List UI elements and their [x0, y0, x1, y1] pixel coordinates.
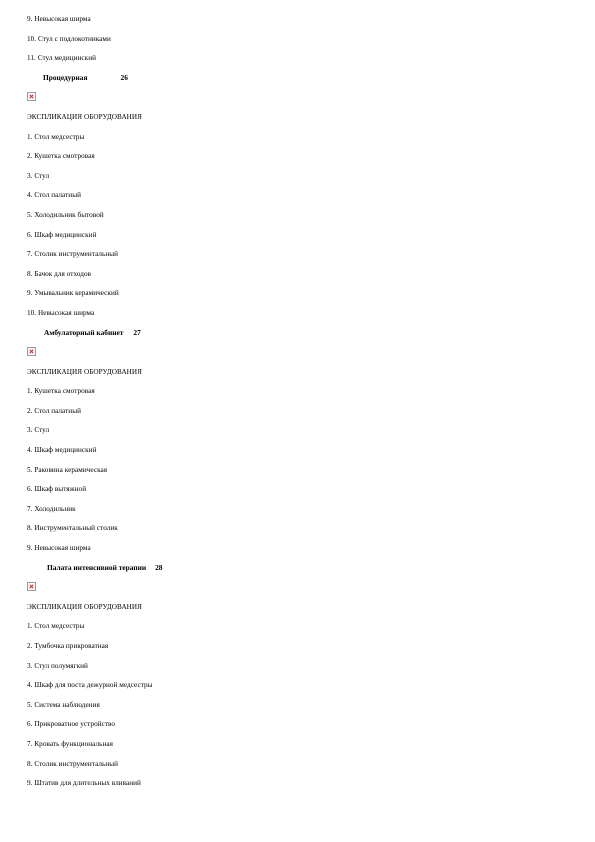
list-item: 2. Кушетка смотровая [27, 152, 95, 161]
list-item: 1. Стол медсестры [27, 622, 85, 631]
list-item: 9. Штатив для длительных вливаний [27, 779, 141, 788]
caption-number: 26 [120, 72, 128, 82]
list-item: 7. Кровать функциональная [27, 739, 113, 748]
list-item: 3. Стул [27, 426, 50, 435]
section-caption [27, 328, 567, 338]
list-item: 8. Столик инструментальный [27, 759, 119, 768]
list-item: 11. Стул медицинский [27, 54, 96, 63]
list-item: 8. Инструментальный столик [27, 524, 118, 533]
section-caption [27, 563, 567, 573]
list-item: 4. Шкаф медицинский [27, 446, 97, 455]
list-item: 6. Прикроватное устройство [27, 720, 116, 729]
list-item: 7. Холодильник [27, 504, 76, 513]
section-caption [27, 73, 567, 83]
list-item: 1. Кушетка смотровая [27, 387, 95, 396]
list-item: 10. Стул с подлокотниками [27, 34, 111, 43]
list-item: 7. Столик инструментальный [27, 250, 119, 259]
list-item: 9. Умывальник керамический [27, 289, 119, 298]
caption-text: Процедурная [43, 72, 88, 82]
list-item: 3. Стул [27, 171, 50, 180]
list-item: 8. Бачок для отходов [27, 269, 92, 278]
list-item: 3. Стул полумягкий [27, 661, 88, 670]
list-item: 5. Холодильник бытовой [27, 210, 104, 219]
list-item: 5. Система наблюдения [27, 700, 100, 709]
list-item: 9. Невысокая ширма [27, 544, 91, 553]
section-procedure-room [27, 73, 567, 318]
list-item: 4. Стол палатный [27, 191, 81, 200]
equipment-heading: ЭКСПЛИКАЦИЯ ОБОРУДОВАНИЯ [27, 602, 143, 611]
section-ambulatory-room [27, 328, 567, 554]
list-item: 5. Раковина керамическая [27, 465, 108, 474]
list-item: 2. Стол палатный [27, 406, 81, 415]
caption-number: 27 [133, 327, 141, 337]
section-intensive-care-ward [27, 563, 567, 789]
equipment-heading: ЭКСПЛИКАЦИЯ ОБОРУДОВАНИЯ [27, 112, 143, 121]
caption-text: Амбулаторный кабинет [44, 327, 124, 337]
equipment-heading: ЭКСПЛИКАЦИЯ ОБОРУДОВАНИЯ [27, 367, 143, 376]
broken-image-icon [27, 582, 36, 591]
caption-number: 28 [155, 562, 163, 572]
list-item: 6. Шкаф медицинский [27, 230, 97, 239]
top-list [27, 14, 567, 63]
broken-image-icon [27, 92, 36, 101]
broken-image-icon [27, 347, 36, 356]
list-item: 4. Шкаф для поста дежурной медсестры [27, 681, 153, 690]
list-item: 2. Тумбочка прикроватная [27, 642, 109, 650]
caption-text: Палата интенсивной терапии [47, 562, 147, 572]
list-item: 6. Шкаф вытяжной [27, 485, 87, 494]
list-item: 1. Стол медсестры [27, 132, 85, 141]
list-item: 10. Невысокая ширма [27, 308, 95, 317]
document-page [27, 14, 567, 798]
list-item: 9. Невысокая ширма [27, 15, 91, 23]
